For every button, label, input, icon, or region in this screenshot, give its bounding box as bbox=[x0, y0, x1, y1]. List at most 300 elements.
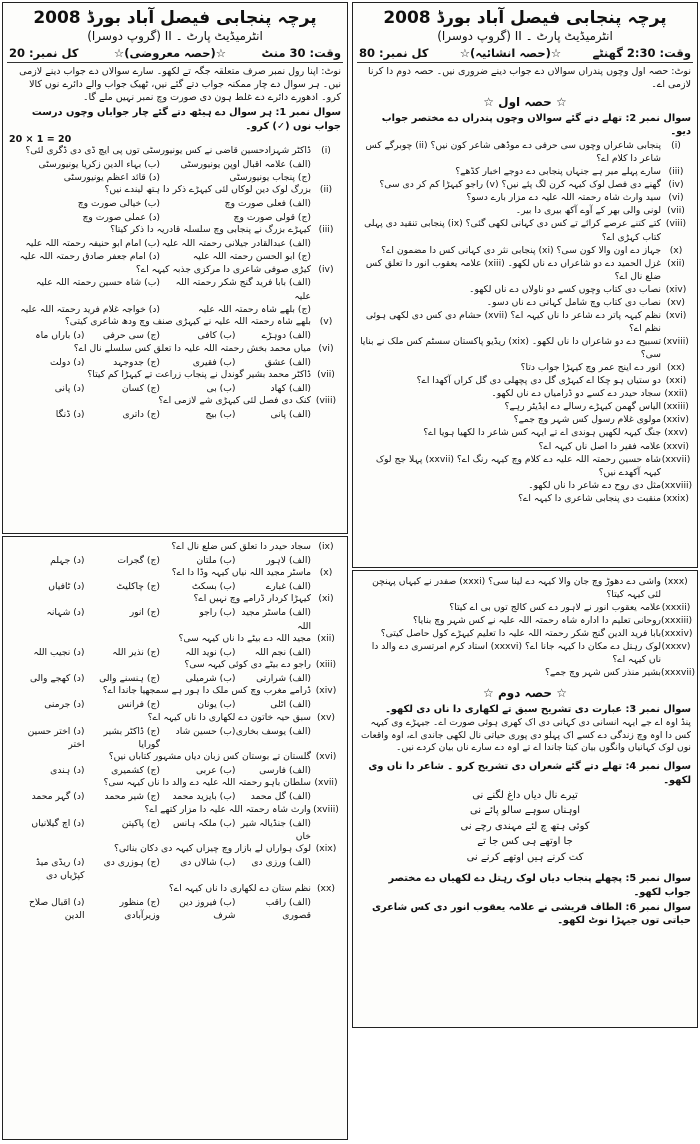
mcq-item bbox=[3, 369, 347, 395]
mcq-option: (ب) بی bbox=[206, 382, 236, 394]
question-text: لوک رہتل دے مکان دا کیہہ جانا اے؟ (xxxvi) استاد کرم امرتسری دے والد دا ناں کیہہ اے؟ bbox=[371, 641, 661, 666]
question-number: (xv) bbox=[316, 711, 336, 723]
mcq-option: (ج) نذیر اللہ bbox=[112, 646, 160, 658]
question-number: (xxxii) bbox=[661, 602, 691, 614]
part1-heading: ☆ حصہ اول ☆ bbox=[483, 94, 567, 109]
question-number: (ii) bbox=[319, 184, 333, 196]
short-question-row bbox=[353, 309, 697, 335]
paper-meta bbox=[353, 46, 697, 60]
mcq-option: (ب) شرمیلی bbox=[185, 673, 236, 685]
mcq-option: (ب) فیروز دین شرف bbox=[179, 896, 236, 921]
mcq-question bbox=[9, 712, 341, 725]
question-text: واشی دے دھوڑ وچ جان والا کیہہ دے لینا سی؟ (xxxi) صفدر نے کیہاں پہنچن لئی کیہہ کیتا؟ bbox=[372, 576, 661, 601]
mcq-option: (الف) علامہ اقبال اوپن یونیورسٹی bbox=[180, 158, 311, 170]
short-question-row bbox=[353, 479, 697, 492]
mcq-option: (د) جہلم bbox=[50, 554, 85, 566]
mcq-option: (الف) غبارے bbox=[265, 581, 311, 593]
mcq-option: (الف) راقب قصوری bbox=[265, 896, 311, 921]
question-number: (vi) bbox=[318, 342, 334, 354]
paper-subtitle: انٹرمیڈیٹ پارٹ ۔ II (گروپ دوسرا) bbox=[87, 29, 263, 43]
question-1-heading: سوال نمبر 1: ہر سوال دے ہیٹھ دتے گئے چار جواباں وچوں درست جواب نوں (✓) کرو۔ bbox=[31, 107, 341, 132]
mcq-option: (الف) عشق bbox=[264, 356, 311, 368]
short-question-row bbox=[353, 627, 697, 640]
mcq-options bbox=[9, 606, 341, 633]
question-text: دو ستیاں ہو چکا اے کیہڑی گل دی پچھلی دی گل کراں آکھدا اے؟ bbox=[416, 375, 661, 387]
mcq-option: (الف) یوسف بخاری bbox=[235, 725, 311, 737]
question-text: وارث شاہ رحمتہ اللہ علیہ دا مزار کتھے اے؟ bbox=[144, 803, 311, 815]
mcq-options bbox=[9, 580, 341, 593]
question-number: (xxi) bbox=[665, 375, 687, 387]
mcq-question bbox=[9, 633, 341, 646]
mcq-question bbox=[9, 145, 341, 158]
mcq-option: (د) جرمنی bbox=[44, 699, 85, 711]
mcq-option: (ب) بیج bbox=[205, 409, 236, 420]
mcq-option: (د) پانی bbox=[54, 382, 85, 394]
mcq-option: (الف) جنڈیالہ شیر خاں bbox=[240, 817, 311, 842]
time-label: وقت: 30 منٹ bbox=[261, 46, 341, 60]
question-text: مولوی غلام رسول کس شہر وچ جمے؟ bbox=[513, 414, 661, 426]
question-text: روحانی تعلیم دا ادارہ شاہ رحمتہ اللہ علیہ نے کس شہر وچ بنایا؟ bbox=[412, 615, 661, 627]
short-question-row bbox=[353, 413, 697, 426]
mcq-question bbox=[9, 659, 341, 672]
short-question-row bbox=[353, 374, 697, 387]
question-text: جہاز دے اون والا کون سی؟ (xi) پنجابی نثر دی کہانی کس دا مضمون اے؟ bbox=[381, 244, 661, 256]
short-question-row bbox=[353, 666, 697, 679]
mcq-option: (الف) گل محمد bbox=[250, 791, 311, 803]
question-text: مثل دی روح دے شاعر دا ناں لکھو۔ bbox=[528, 479, 661, 491]
question-number: (xxii) bbox=[664, 388, 688, 400]
mcq-option: (ج) انور bbox=[129, 607, 160, 619]
mcq-option: (ب) راجو bbox=[199, 607, 236, 619]
question-text: میاں محمد بخش رحمتہ اللہ علیہ دا تعلق کس سلسلے نال اے؟ bbox=[73, 342, 311, 354]
mcq-option: (ج) گجرات bbox=[117, 554, 160, 566]
mcq-item bbox=[3, 843, 347, 883]
mcq-item bbox=[3, 567, 347, 593]
mcq-question bbox=[9, 751, 341, 764]
mcq-option: (ج) داتری bbox=[122, 409, 160, 420]
mcq-option: (ب) شاہ حسین رحمتہ اللہ علیہ bbox=[36, 277, 160, 289]
mcq-item bbox=[3, 804, 347, 844]
question-number: (x) bbox=[319, 567, 333, 579]
mcq-item bbox=[3, 883, 347, 923]
mcq-question bbox=[9, 224, 341, 237]
mcq-option: (د) قائد اعظم یونیورسٹی bbox=[63, 172, 160, 184]
mcq-options bbox=[9, 856, 341, 883]
mcq-options bbox=[9, 672, 341, 685]
short-question-row bbox=[353, 165, 697, 178]
poem-line: تیرے نال دیاں داغ لگنے نی bbox=[472, 789, 578, 801]
question-text: نصاب دی کتاب وچ شامل کہانی دے ناں دسو۔ bbox=[486, 296, 661, 308]
poem-line: اوہناں سوہے سالو پائے نی bbox=[469, 805, 581, 817]
mcq-options bbox=[9, 356, 341, 369]
mcq-options bbox=[9, 698, 341, 711]
mcq-question bbox=[9, 883, 341, 896]
mcq-option: (الف) اٹلی bbox=[270, 699, 311, 711]
question-text: کیہڑے بزرگ نے پنجابی وچ سلسلہ قادریہ دا ذکر کیتا؟ bbox=[110, 224, 311, 235]
mcq-option: (ب) بایزید محمد bbox=[172, 791, 236, 803]
question-number: (xxx) bbox=[664, 576, 688, 587]
mcq-option: (ج) فرانس bbox=[117, 699, 160, 711]
mcq-option: (د) اقبال صلاح الدین bbox=[28, 896, 85, 921]
mcq-item bbox=[3, 659, 347, 685]
mcq-option: (ج) منظور وزیرآبادی bbox=[119, 896, 160, 921]
question-3-passage: پنڈ اوہ اے جے ایہہ انسانی دی کہانی دی اک کھری ہوئی صورت اے۔ جیہڑے وی کیہہ کس دا اوہ وچ زندگی دے کسے اک پہلو دی پوری حیاتی نال لکھی جاندی اے، اوہ واقعات نوں لوک کہانیاں وانگوں بیان کیتا جاندا اے تے اوہ دے سارے ناں بیان کردے نیں۔ bbox=[361, 716, 691, 754]
question-number: (i) bbox=[321, 144, 331, 156]
mcq-option: (د) ڈنگا bbox=[55, 409, 85, 420]
mcq-option: (د) امام جعفر صادق رحمتہ اللہ علیہ bbox=[19, 251, 160, 263]
question-text: ڈاکٹر محمد بشیر گوندل نے پنجاب زراعت تے کیہڑا کم کیتا؟ bbox=[87, 368, 311, 380]
mcq-item bbox=[3, 316, 347, 342]
mcq-option: (ج) پنجاب یونیورسٹی bbox=[229, 172, 311, 184]
question-number: (xxviii) bbox=[661, 479, 693, 491]
mcq-option: (الف) فعلی صورت وچ bbox=[224, 198, 311, 210]
question-number: (xxvi) bbox=[662, 440, 690, 452]
mcq-option: (ب) امام ابو حنیفہ رحمتہ اللہ علیہ bbox=[25, 237, 160, 249]
subjective-paper-panel bbox=[352, 2, 698, 568]
mcq-option: (الف) دوہڑے bbox=[261, 330, 311, 342]
continued-questions-list bbox=[353, 571, 697, 680]
mcq-option: (الف) ورزی دی bbox=[251, 857, 311, 869]
mcq-item bbox=[3, 224, 347, 264]
question-text: سارے پہلے میر ہے جنہاں پنجابی دے دوجے اخبار کڈھے؟ bbox=[455, 166, 661, 178]
mcq-question bbox=[9, 593, 341, 606]
mcq-option: (الف) عبدالقادر جیلانی رحمتہ اللہ علیہ bbox=[161, 237, 311, 249]
part2-heading: ☆ حصہ دوم ☆ bbox=[483, 685, 567, 700]
mcq-option: (ج) چاکلیٹ bbox=[116, 581, 160, 593]
mcq-option: (الف) کھاد bbox=[270, 382, 311, 394]
question-number: (v) bbox=[319, 316, 333, 328]
short-questions-list bbox=[353, 139, 697, 505]
short-question-row bbox=[353, 453, 697, 479]
section-label: ☆(حصہ معروضی)☆ bbox=[113, 46, 227, 60]
question-number: (xxxvii) bbox=[661, 667, 696, 679]
mcq-item bbox=[3, 184, 347, 224]
question-number: (xxxiii) bbox=[661, 615, 693, 627]
mcq-option: (د) ہندی bbox=[50, 765, 85, 777]
question-3-heading: سوال نمبر 3: عبارت دی تشریح سبق تے لکھاری دا ناں دی لکھو۔ bbox=[385, 703, 691, 715]
mcq-question bbox=[9, 804, 341, 817]
mcq-option: (ج) بلھے شاہ رحمتہ اللہ علیہ bbox=[198, 304, 311, 316]
mcq-option: (د) گہر محمد bbox=[31, 791, 85, 803]
short-question-row bbox=[353, 640, 697, 666]
mcq-item bbox=[3, 751, 347, 777]
mcq-option: (الف) ماسٹر مجید اللہ bbox=[241, 607, 311, 632]
mcq-item bbox=[3, 541, 347, 567]
mcq-option: (الف) لاہور bbox=[266, 554, 311, 566]
question-number: (xvi) bbox=[315, 751, 337, 763]
short-question-row bbox=[353, 257, 697, 283]
mcq-question bbox=[9, 343, 341, 356]
mcq-question bbox=[9, 843, 341, 856]
question-text: سلطان باہو رحمتہ اللہ علیہ دے والد دا ناں کیہہ سی؟ bbox=[103, 777, 311, 789]
mcq-option: (ب) بہاء الدین زکریا یونیورسٹی bbox=[38, 158, 160, 170]
mcq-options bbox=[9, 725, 341, 752]
mcq-question bbox=[9, 316, 341, 329]
mcq-option: (الف) بابا فرید گنج شکر رحمتہ اللہ علیہ bbox=[175, 277, 311, 302]
question-number: (xvi) bbox=[665, 309, 687, 321]
question-number: (vi) bbox=[668, 192, 684, 204]
mcq-option: (د) خواجہ غلام فرید رحمتہ اللہ علیہ bbox=[20, 304, 160, 316]
question-text: جنگ کیہہ لکھیں ہوندی اے تے ایہہ کس شاعر دا لکھیا ہویا اے؟ bbox=[423, 427, 661, 439]
question-text: کتے کتنے عرصے کرائے تے کس دی کہانی لکھی گئی؟ (ix) پنجابی تنقید دی پہلی کتاب کہڑی اے؟ bbox=[364, 218, 661, 243]
mcq-option: (ج) کسان bbox=[121, 382, 160, 394]
mcq-item bbox=[3, 395, 347, 421]
mcq-option: (ج) سی حرفی bbox=[102, 330, 160, 342]
question-number: (xxxv) bbox=[661, 641, 691, 653]
question-number: (i) bbox=[671, 140, 681, 152]
question-number: (xvii) bbox=[314, 777, 338, 789]
mcq-option: (ب) ملتان bbox=[196, 554, 236, 566]
question-text: راجو دے بیٹے دی کوئی کیہہ سی؟ bbox=[184, 659, 311, 671]
question-text: انور دے اینج عمر وچ کیہڑا جواب دتا؟ bbox=[520, 362, 661, 374]
mcq-option: (ب) عربی bbox=[195, 765, 236, 777]
question-number: (xxix) bbox=[662, 492, 690, 504]
mcq-question bbox=[9, 777, 341, 790]
question-number: (xx) bbox=[666, 362, 686, 374]
question-text: بابا فرید الدین گنج شکر رحمتہ اللہ علیہ دا تعلیم کیہڑے کول حاصل کیتی؟ bbox=[380, 628, 661, 640]
question-number: (xxxiv) bbox=[661, 628, 693, 640]
subjective-paper-continued bbox=[352, 570, 698, 1028]
short-question-row bbox=[353, 204, 697, 217]
short-question-row bbox=[353, 217, 697, 243]
short-question-row bbox=[353, 575, 697, 601]
question-number: (viii) bbox=[665, 218, 687, 230]
question-number: (x) bbox=[669, 244, 683, 256]
short-question-row bbox=[353, 601, 697, 614]
short-question-row bbox=[353, 614, 697, 627]
question-number: (iv) bbox=[668, 179, 684, 191]
short-question-row bbox=[353, 191, 697, 204]
short-question-row bbox=[353, 361, 697, 374]
mcq-option: (ب) فقیری bbox=[192, 356, 236, 368]
question-text: نظم ستان دے لکھاری دا ناں کیہہ اے؟ bbox=[168, 882, 311, 894]
question-number: (viii) bbox=[315, 395, 337, 407]
question-text: شاہ حسین رحمتہ اللہ علیہ دے کلام وچ کیہہ رنگ اے؟ (xxvii) پہلا جج لوک کیہہ آکھدے نیں؟ bbox=[375, 453, 661, 478]
mcq-item bbox=[3, 712, 347, 752]
question-text: کیہڑا کردار ڈرامے وچ نہیں اے؟ bbox=[193, 593, 311, 605]
mcq-question bbox=[9, 567, 341, 580]
mcq-option: (ج) پاکپتن bbox=[121, 817, 160, 829]
mcq-option: (د) اختر حسین اختر bbox=[27, 725, 85, 750]
mcq-question bbox=[9, 541, 341, 554]
mcq-option: (ج) ہنسنے والی bbox=[99, 673, 160, 685]
poem-line: کوئی ہتھ چ لئے مہندی رچے نی bbox=[460, 820, 590, 832]
question-number: (xxvii) bbox=[661, 453, 691, 465]
mcq-question bbox=[9, 264, 341, 277]
question-number: (xv) bbox=[666, 296, 686, 308]
question-number: (xiv) bbox=[315, 685, 337, 697]
mcq-option: (ج) جدوجہد bbox=[113, 356, 160, 368]
mcq-options bbox=[9, 896, 341, 923]
question-5: سوال نمبر 5: پچھلے پنجاب دیاں لوک رہتل دے لکھیاں دے مختصر جواب لکھو۔ bbox=[388, 873, 691, 898]
short-question-row bbox=[353, 139, 697, 165]
mcq-question bbox=[9, 369, 341, 382]
question-text: بشیر منذر کس شہر وچ جمے؟ bbox=[544, 667, 661, 679]
mcq-item bbox=[3, 633, 347, 659]
question-number: (xix) bbox=[315, 843, 337, 855]
divider bbox=[357, 62, 693, 63]
mcq-option: (د) نجیب اللہ bbox=[33, 646, 85, 658]
mcq-option: (الف) فارسی bbox=[259, 765, 311, 777]
time-label: وقت: 2:30 گھنٹے bbox=[592, 46, 691, 60]
question-text: سید وارث شاہ رحمتہ اللہ علیہ دے مزار بارے دسو؟ bbox=[466, 192, 661, 204]
question-number: (vii) bbox=[317, 368, 335, 380]
question-text: تسبیح دے دو شاعراں دا ناں لکھو۔ (xix) ریڈیو پاکستان سسٹم کس ملک نے بنایا سی؟ bbox=[360, 336, 661, 361]
question-number: (xviii) bbox=[313, 803, 339, 815]
mcq-question bbox=[9, 685, 341, 698]
poem-line: کت کرنے ہیں اوتھے کرنے نی bbox=[466, 851, 584, 863]
question-text: نظم کیہہ پاتر دے شاعر دا ناں کیہہ اے؟ (xvii) حشام دی کس دی لکھی ہوئی نظم اے؟ bbox=[365, 309, 661, 334]
mcq-option: (ب) نوید اللہ bbox=[185, 646, 236, 658]
mcq-option: (ج) شیر محمد bbox=[104, 791, 160, 803]
question-number: (xii) bbox=[317, 633, 335, 644]
question-text: ڈرامے مغرب وچ کس ملک دا ہور ہے سمجھیا جاندا اے؟ bbox=[102, 685, 311, 697]
short-question-row bbox=[353, 426, 697, 439]
question-text: بزرگ لوک دین لوکاں لئی کیہڑے ذکر دا ہتھ لیندے نیں؟ bbox=[104, 184, 311, 196]
question-text: مجید اللہ دے بیٹے دا ناں کیہہ سی؟ bbox=[178, 633, 311, 644]
mcq-options bbox=[9, 276, 341, 316]
question-text: علامہ فقیر دا اصل ناں کیہہ اے؟ bbox=[538, 440, 661, 452]
mcq-option: (الف) شرارتی bbox=[256, 673, 311, 685]
total-marks: کل نمبر: 20 bbox=[9, 46, 79, 60]
question-text: الیاس گھمن کیہڑے رسالے دے ایڈیٹر رہے؟ bbox=[504, 401, 661, 413]
short-question-row bbox=[353, 492, 697, 505]
paper-title: پرچہ پنجابی فیصل آباد بورڈ 2008 bbox=[383, 8, 667, 28]
mcq-item bbox=[3, 593, 347, 633]
paper-title: پرچہ پنجابی فیصل آباد بورڈ 2008 bbox=[33, 8, 317, 28]
question-number: (iv) bbox=[318, 263, 334, 275]
mcq-options bbox=[9, 158, 341, 185]
question-text: منقبت دی پنجابی شاعری دا کیہہ اے؟ bbox=[518, 492, 661, 504]
question-number: (xxiii) bbox=[663, 401, 689, 413]
mcq-option: (الف) نجم اللہ bbox=[254, 646, 311, 658]
mcq-option: (د) اچ گیلانیاں bbox=[31, 817, 85, 829]
question-text: پنجابی شاعراں وچوں سی حرفی دے موڈھی شاعر کون نیں؟ (ii) چوبرگے کس شاعر دا کلام اے؟ bbox=[365, 140, 661, 165]
question-text: سبق حیہ خاتون دے لکھاری دا ناں کیہہ اے؟ bbox=[147, 711, 311, 723]
mcq-option: (ج) ہوزری دی bbox=[103, 857, 160, 869]
mcq-question bbox=[9, 395, 341, 408]
objective-paper-panel bbox=[2, 2, 348, 534]
question-text: علامہ یعقوب انور نے لاہور دے کس کالج توں بی اے کیتا؟ bbox=[449, 602, 661, 614]
mcq-option: (د) ٹافیاں bbox=[48, 581, 85, 593]
question-text: گلستان تے بوستان کس زبان دیاں مشہور کتاباں نیں؟ bbox=[108, 751, 311, 763]
mcq-item bbox=[3, 777, 347, 803]
mcq-options bbox=[9, 197, 341, 224]
question-text: بلھے شاہ رحمتہ اللہ علیہ نے کیہڑی صنف وچ ودھ شاعری کیتی؟ bbox=[64, 316, 311, 328]
mcq-option: (ب) خیالی صورت وچ bbox=[77, 198, 160, 210]
mcq-option: (ج) کشمیری bbox=[111, 765, 160, 777]
question-number: (xx) bbox=[316, 882, 336, 894]
question-number: (xxv) bbox=[664, 427, 688, 439]
poem-line: جا اوتھے ہی کس جا تے bbox=[477, 836, 573, 848]
question-text: لوک ہواراں لے بازار وچ چیزاں کیہہ دی دکان بنائی؟ bbox=[113, 843, 311, 855]
question-text: ڈاکٹر شہزادحسین قاضی نے کس یونیورسٹی توں پی ایچ ڈی دی ڈگری لئی؟ bbox=[25, 144, 311, 156]
mcq-item bbox=[3, 685, 347, 711]
mcq-item bbox=[3, 264, 347, 317]
mcq-option: (د) باراں ماہ bbox=[35, 330, 85, 342]
question-text: کنک دی فصل لئی کیہڑی شے لازمی اے؟ bbox=[158, 395, 311, 407]
mcq-option: (د) عملی صورت وچ bbox=[82, 211, 160, 223]
poem-verses bbox=[353, 788, 697, 866]
short-question-row bbox=[353, 178, 697, 191]
divider bbox=[7, 62, 343, 63]
mcq-options bbox=[9, 817, 341, 844]
question-number: (xxiv) bbox=[662, 414, 690, 426]
short-question-row bbox=[353, 296, 697, 309]
objective-paper-continued bbox=[2, 536, 348, 1140]
mcq-option: (د) دولت bbox=[49, 356, 85, 368]
question-number: (xiv) bbox=[665, 283, 687, 295]
instructions-note: نوٹ: اپنا رول نمبر صرف متعلقہ جگہ تے لکھو۔ سارے سوالاں دے جواب دینے لازمی نیں۔ ہر سوال دے چار ممکنہ جواب دتے گئے نیں، ٹھیک جواب والے دائرے نوں کالا کرو۔ ادھورے دائرے دے غلط ہون دی صورت وچ نمبر نہیں ملے گا۔ bbox=[19, 66, 341, 103]
instructions-note: نوٹ: حصہ اول وچوں پندراں سوالاں دے جواب دینے ضروری نیں۔ حصہ دوم دا کرنا لازمی اے۔ bbox=[368, 66, 691, 90]
question-number: (vii) bbox=[667, 205, 685, 217]
short-question-row bbox=[353, 440, 697, 453]
mcq-option: (ب) کافی bbox=[197, 330, 236, 342]
section-label: ☆(حصہ انشائیہ)☆ bbox=[459, 46, 562, 60]
mcq-option: (ب) یونان bbox=[197, 699, 236, 711]
mcq-option: (ب) حسین شاد bbox=[175, 725, 236, 737]
question-number: (iii) bbox=[318, 224, 334, 235]
question-4-heading: سوال نمبر 4: تھلے دتے گئے شعراں دی تشریح کرو ۔ شاعر دا ناں وی لکھو۔ bbox=[368, 761, 691, 786]
mcq-option: (ب) شالاں دی bbox=[180, 857, 236, 869]
short-question-row bbox=[353, 387, 697, 400]
mcq-item bbox=[3, 145, 347, 185]
question-text: ماسٹر مجید اللہ نیاں کیہہ وڈا دا اے؟ bbox=[171, 567, 311, 579]
short-question-row bbox=[353, 244, 697, 257]
mcq-option: (د) کھجے والی bbox=[30, 673, 85, 685]
marks-formula: 20 × 1 = 20 bbox=[9, 133, 72, 145]
question-text: نصاب دی کتاب وچوں کسے دو ناولاں دے ناں لکھو۔ bbox=[469, 283, 661, 295]
question-text: گھنے دی فصل لوک کیہہ کرن لگ پئے نیں؟ (v) راجو کیہڑا کم کر دی سی؟ bbox=[379, 179, 661, 191]
question-number: (xiii) bbox=[315, 659, 337, 671]
mcq-option: (ب) بسکٹ bbox=[191, 581, 236, 593]
question-number: (xii) bbox=[667, 257, 685, 269]
mcq-option: (د) شہانہ bbox=[46, 607, 85, 619]
question-text: سجاد حیدر دا تعلق کس ضلع نال اے؟ bbox=[171, 541, 311, 552]
mcq-options bbox=[9, 646, 341, 659]
mcq-list-bottom bbox=[3, 537, 347, 922]
question-number: (xi) bbox=[318, 593, 334, 605]
mcq-options bbox=[9, 764, 341, 777]
mcq-option: (ج) ڈاکٹر بشیر گورایا bbox=[103, 725, 160, 750]
question-text: غزل الحمید دے دو شاعراں دے ناں لکھو۔ (xiii) علامہ یعقوب انور دا تعلق کس ضلع نال اے؟ bbox=[365, 257, 661, 282]
mcq-options bbox=[9, 408, 341, 421]
mcq-options bbox=[9, 790, 341, 803]
question-number: (xviii) bbox=[663, 336, 689, 347]
question-text: کیڑی صوفی شاعری دا مرکزی جذبہ کیہہ اے؟ bbox=[135, 263, 311, 275]
mcq-list-top bbox=[3, 145, 347, 421]
question-text: لونی والی بھر کے آوے آکھ بیری دا بیر۔ bbox=[515, 205, 661, 217]
paper-subtitle: انٹرمیڈیٹ پارٹ ۔ II (گروپ دوسرا) bbox=[437, 29, 613, 43]
question-number: (iii) bbox=[668, 166, 684, 178]
mcq-option: (د) ریڈی میڈ کپڑیاں دی bbox=[35, 857, 85, 882]
paper-meta bbox=[3, 46, 347, 60]
question-6: سوال نمبر 6: الطاف قریشی نے علامہ یعقوب انور دی کس شاعری حیاتی توں جیہڑا نوٹ لکھو۔ bbox=[372, 901, 691, 926]
mcq-item bbox=[3, 343, 347, 369]
mcq-options bbox=[9, 237, 341, 264]
mcq-options bbox=[9, 382, 341, 395]
mcq-option: (الف) پانی bbox=[270, 409, 311, 420]
short-question-row bbox=[353, 283, 697, 296]
short-question-row bbox=[353, 400, 697, 413]
mcq-option: (ج) ابو الحسن رحمتہ اللہ علیہ bbox=[192, 251, 311, 263]
mcq-option: (ج) قولی صورت وچ bbox=[233, 211, 311, 223]
mcq-option: (ب) ملکہ ہانس bbox=[172, 817, 236, 829]
short-question-row bbox=[353, 335, 697, 361]
question-number: (ix) bbox=[318, 541, 334, 552]
mcq-options bbox=[9, 329, 341, 342]
question-text: سجاد حیدر دے کسے دو ڈرامیاں دے ناں لکھو۔ bbox=[491, 388, 661, 400]
